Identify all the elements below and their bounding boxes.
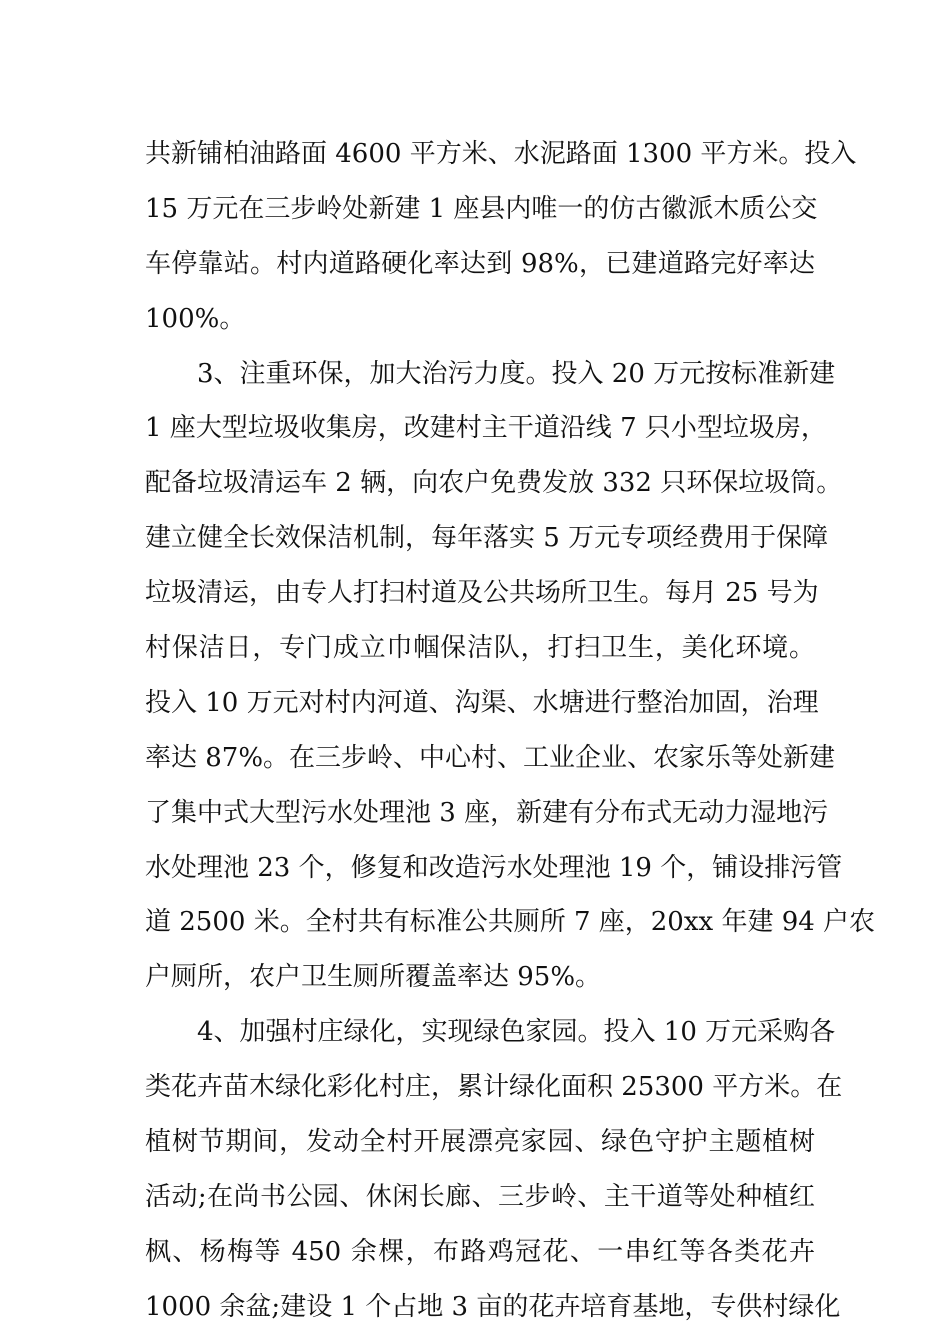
- paragraph-start-line: 3、注重环保，加大治污力度。投入 20 万元按标准新建: [197, 358, 836, 389]
- text-line: 共新铺柏油路面 4600 平方米、水泥路面 1300 平方米。投入: [145, 139, 857, 169]
- text-line: 村保洁日，专门成立巾帼保洁队，打扫卫生，美化环境。: [145, 633, 815, 664]
- text-line: 道 2500 米。全村共有标准公共厕所 7 座，20xx 年建 94 户农: [145, 907, 876, 938]
- text-line: 1 座大型垃圾收集房，改建村主干道沿线 7 只小型垃圾房，: [145, 413, 827, 444]
- text-line: 率达 87%。在三步岭、中心村、工业企业、农家乐等处新建: [145, 742, 836, 773]
- text-line: 15 万元在三步岭处新建 1 座县内唯一的仿古徽派木质公交: [145, 193, 818, 224]
- text-line: 垃圾清运，由专人打扫村道及公共场所卫生。每月 25 号为: [145, 578, 819, 609]
- text-line: 建立健全长效保洁机制，每年落实 5 万元专项经费用于保障: [145, 523, 829, 554]
- text-line: 投入 10 万元对村内河道、沟渠、水塘进行整治加固，治理: [145, 687, 819, 718]
- text-line: 水处理池 23 个，修复和改造污水处理池 19 个，铺设排污管: [145, 852, 843, 883]
- paragraph-start-line: 4、加强村庄绿化，实现绿色家园。投入 10 万元采购各: [197, 1017, 836, 1048]
- text-line: 配备垃圾清运车 2 辆，向农户免费发放 332 只环保垃圾筒。: [145, 468, 843, 499]
- text-line: 1000 余盆;建设 1 个占地 3 亩的花卉培育基地，专供村绿化: [145, 1291, 841, 1322]
- text-line: 枫、杨梅等 450 余棵，布路鸡冠花、一串红等各类花卉: [145, 1236, 815, 1267]
- text-line: 100%。: [145, 303, 246, 334]
- text-line: 了集中式大型污水处理池 3 座，新建有分布式无动力湿地污: [145, 797, 829, 828]
- text-line: 户厕所，农户卫生厕所覆盖率达 95%。: [145, 962, 602, 993]
- text-line: 活动;在尚书公园、休闲长廊、三步岭、主干道等处种植红: [145, 1181, 815, 1212]
- text-line: 车停靠站。村内道路硬化率达到 98%，已建道路完好率达: [145, 248, 815, 279]
- text-line: 类花卉苗木绿化彩化村庄，累计绿化面积 25300 平方米。在: [145, 1072, 843, 1103]
- text-line: 植树节期间，发动全村开展漂亮家园、绿色守护主题植树: [145, 1127, 815, 1158]
- body-text: [145, 127, 876, 1335]
